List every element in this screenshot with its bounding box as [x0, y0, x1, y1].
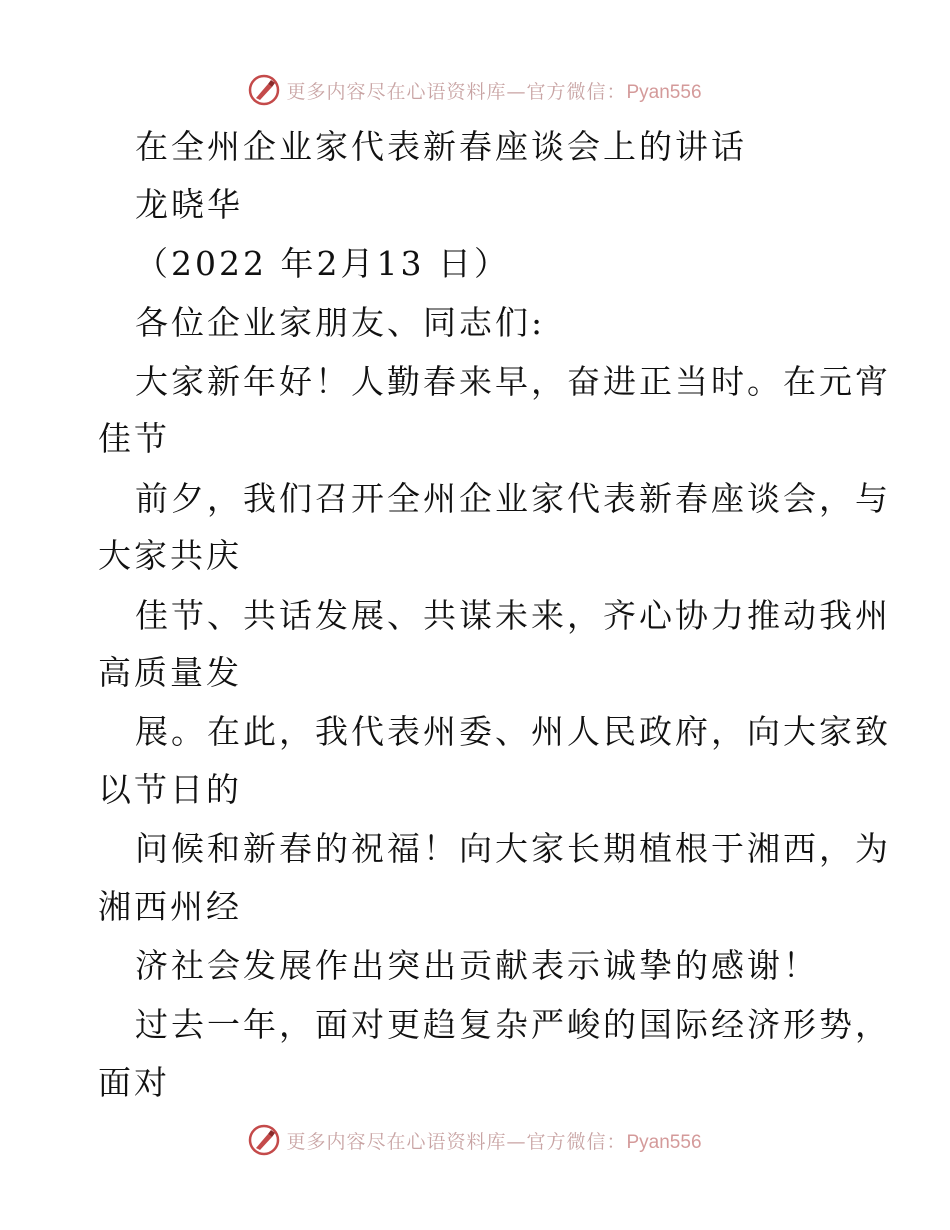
paragraph-line: 高质量发 — [98, 653, 242, 692]
paragraph-line: 湘西州经 — [98, 887, 242, 926]
watermark-header — [0, 72, 950, 108]
watermark-handle: Pyan556 — [626, 81, 702, 103]
paragraph-line: 大家共庆 — [98, 536, 242, 575]
document-title: 在全州企业家代表新春座谈会上的讲话 — [135, 127, 747, 166]
document-author: 龙晓华 — [135, 185, 243, 224]
pen-logo-icon — [248, 74, 280, 106]
paragraph-line: 问候和新春的祝福！向大家长期植根于湘西，为 — [135, 829, 891, 868]
salutation: 各位企业家朋友、同志们: — [135, 303, 546, 342]
watermark-footer — [0, 1122, 950, 1158]
paragraph-line: 佳节、共话发展、共谋未来，齐心协力推动我州 — [135, 596, 891, 635]
paragraph-line: 展。在此，我代表州委、州人民政府，向大家致 — [135, 712, 891, 751]
watermark-text: 更多内容尽在心语资料库—官方微信：Pyan556 — [286, 80, 702, 103]
paragraph-line: 大家新年好！人勤春来早，奋进正当时。在元宵 — [135, 362, 891, 401]
pen-logo-icon — [248, 1124, 280, 1156]
paragraph-line: 过去一年，面对更趋复杂严峻的国际经济形势， — [135, 1005, 891, 1044]
watermark-text: 更多内容尽在心语资料库—官方微信：Pyan556 — [286, 1130, 702, 1153]
paragraph-line: 佳节 — [98, 419, 170, 458]
paragraph-line: 以节日的 — [98, 770, 242, 809]
watermark-handle: Pyan556 — [626, 1131, 702, 1153]
paragraph-line: 济社会发展作出突出贡献表示诚挚的感谢！ — [135, 946, 819, 985]
paragraph-line: 面对 — [98, 1063, 170, 1102]
paragraph-line: 前夕，我们召开全州企业家代表新春座谈会，与 — [135, 479, 891, 518]
document-date: （2022 年2月13 日） — [135, 244, 510, 283]
